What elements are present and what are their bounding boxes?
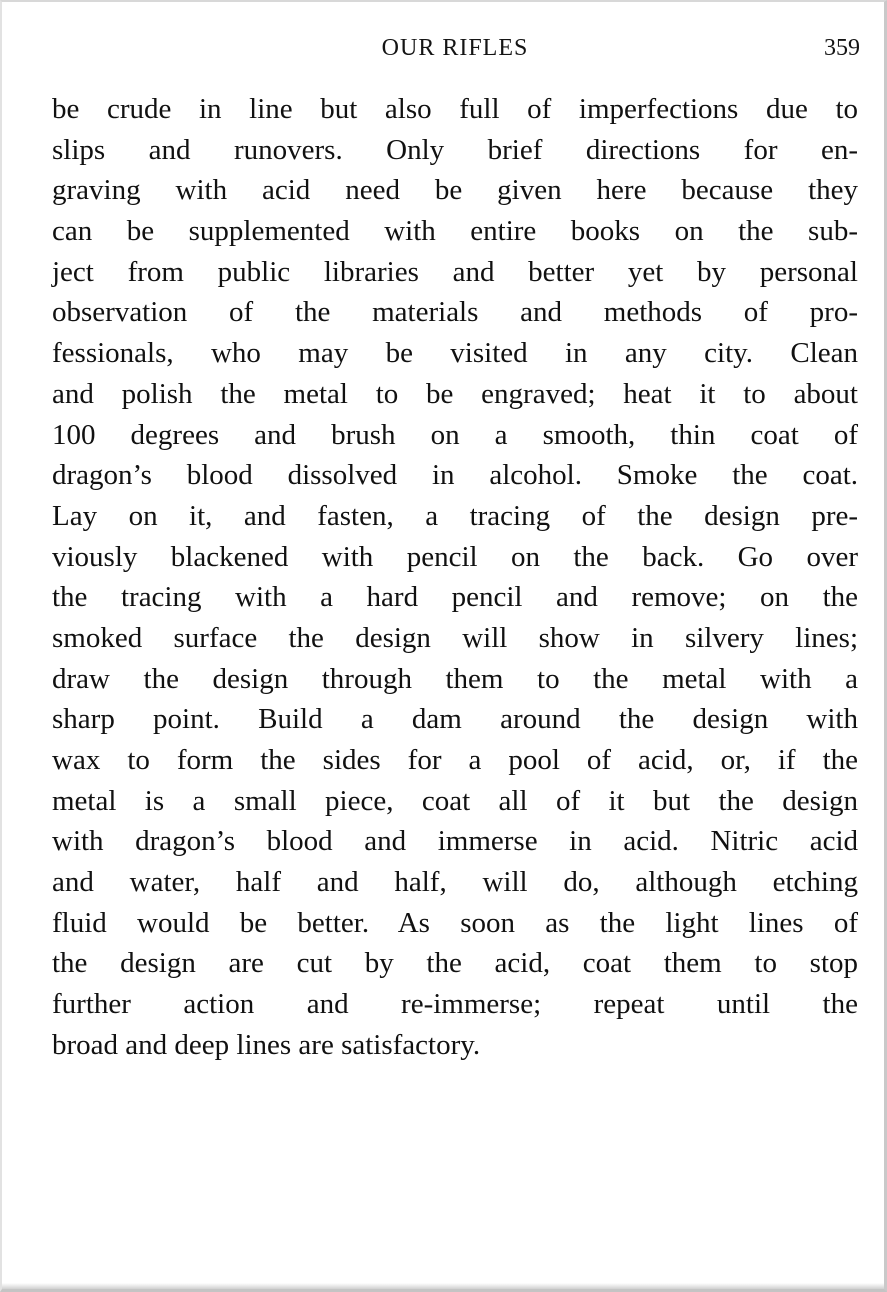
text-line: and water, half and half, will do, although etching [52,866,858,899]
text-line: metal is a small piece, coat all of it but the design [52,784,858,817]
text-line: the design are cut by the acid, coat them to stop [52,947,858,980]
text-line: dragon’s blood dissolved in alcohol. Smoke the coat. [52,459,858,492]
page-number: 359 [824,35,860,61]
text-line: draw the design through them to the metal with a [52,662,858,695]
text-line: be crude in line but also full of imperfections due to [52,93,858,125]
text-line: viously blackened with pencil on the back. Go over [52,540,858,573]
text-line: further action and re-immerse; repeat until the [52,988,858,1021]
text-line: and polish the metal to be engraved; heat it to about [52,377,858,410]
text-line: with dragon’s blood and immerse in acid. Nitric acid [52,825,858,858]
text-line: fluid would be better. As soon as the light lines of [52,906,858,939]
text-line: 100 degrees and brush on a smooth, thin coat of [52,418,858,451]
text-line: smoked surface the design will show in silvery lines; [52,621,858,654]
running-title: OUR RIFLES [381,35,529,61]
text-line: the tracing with a hard pencil and remove; on the [52,581,858,614]
text-line: can be supplemented with entire books on the sub- [52,215,858,248]
text-line: sharp point. Build a dam around the design with [52,703,858,736]
text-line: Lay on it, and fasten, a tracing of the design pre- [52,499,858,532]
text-line: slips and runovers. Only brief directions for en- [52,133,858,166]
running-head [50,32,860,64]
text-line: fessionals, who may be visited in any city. Clean [52,337,858,370]
text-line: observation of the materials and methods of pro- [52,296,858,329]
text-line: ject from public libraries and better yet by personal [52,255,858,288]
text-line: graving with acid need be given here because they [52,174,858,207]
text-line: broad and deep lines are satisfactory. [52,1028,481,1061]
body-paragraph [52,89,858,1066]
text-line: wax to form the sides for a pool of acid, or, if the [52,744,858,776]
